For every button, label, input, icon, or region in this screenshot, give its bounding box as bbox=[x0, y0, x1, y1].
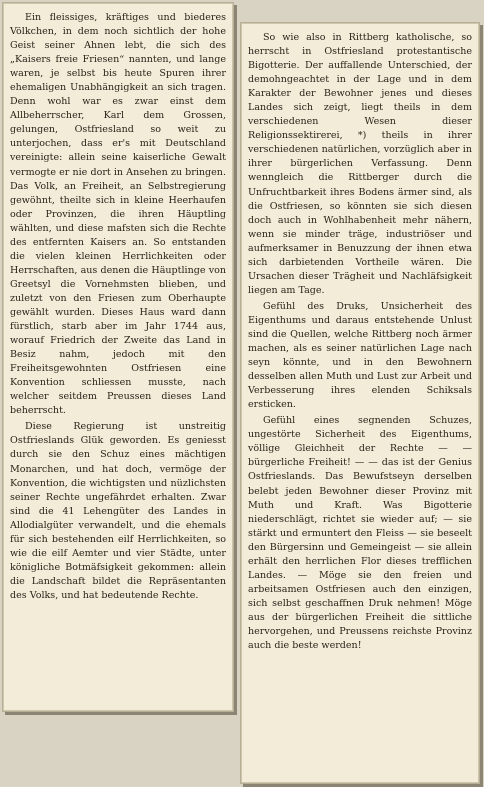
right-paragraph-2: Gefühl des Druks, Unsicherheit des Eigenthums und daraus entstehende Unlust sind die Quellen, welche Rittberg noch ärmer machen, als es seiner natürlichen Lage nach seyn könnte, und in den Bewohnern desselben allen Muth und Lust zur Arbeit und Verbesserung ihres elenden Schiksals ersticken. bbox=[248, 300, 472, 411]
right-text-column bbox=[241, 23, 479, 659]
right-paragraph-1: So wie also in Rittberg katholische, so herrscht in Ostfriesland protestantische Bigotterie. Der auffallende Unterschied, der demohngeachtet in der Lage und in dem Karakter der Bewohner jenes und dieses Landes sich zeigt, liegt theils in dem verschiedenen Wesen dieser Religionssektirerei, *) theils in ihrer verschiedenen natürlichen, vorzüglich aber in ihrer bürgerlichen Verfassung. Denn wenngleich die Rittberger durch die Unfruchtbarkeit ihres Bodens ärmer sind, als die Ostfriesen, so könnten sie sich diesen doch auch in Wohlhabenheit mehr nähern, wenn sie minder träge, industriöser und aufmerksamer in Benuzzung der ihnen etwa sich darbietenden Vortheile wären. Die Ursachen dieser Trägheit und Nachläfsigkeit liegen am Tage. bbox=[248, 32, 472, 296]
left-page-clipping bbox=[2, 2, 234, 712]
left-paragraph-2: Diese Regierung ist unstreitig Ostfrieslands Glük geworden. Es geniesst durch sie den Schuz eines mächtigen Monarchen, und hat doch, vermöge der Konvention, die wichtigsten und nüzlichsten seiner Rechte ungefährdet erhalten. Zwar sind die 41 Lehengüter des Landes in Allodialgüter verwandelt, und die ehemals für sich bestehenden eilf Herrlichkeiten, so wie die eilf Aemter und vier Städte, unter königliche Botmäfsigkeit gekommen: allein die Landschaft bildet die Repräsentanten des Volks, und hat bedeutende Rechte. bbox=[10, 421, 226, 601]
right-paragraph-3: Gefühl eines segnenden Schuzes, ungestörte Sicherheit des Eigenthums, völlige Gleichheit der Rechte — — bürgerliche Freiheit! — — das ist der Genius Ostfrieslands. Das Bewufstseyn derselben belebt jeden Bewohner dieser Provinz mit Muth und Kraft. Was Bigotterie niederschlägt, richtet sie wieder auf; — sie stärkt und ermuntert den Fleiss — sie beseelt den Bürgersinn und Gemeingeist — sie allein erhält den herrlichen Flor dieses trefflichen Landes. — Möge sie den freien und arbeitsamen Ostfriesen auch den einzigen, sich selbst geschaffnen Druk nehmen! Möge aus der bürgerlichen Freiheit die sittliche hervorgehen, und Preussens reichste Provinz auch die beste werden! bbox=[248, 415, 472, 652]
left-text-column bbox=[3, 3, 233, 609]
left-paragraph-1: Ein fleissiges, kräftiges und biederes Völkchen, in dem noch sichtlich der hohe Geist seiner Ahnen lebt, die sich des „Kaisers freie Friesen“ nannten, und lange waren, je selbst bis heute Spuren ihrer ehemaligen Unabhängigkeit an sich tragen. Denn wohl war es zwar einst dem Allbeherrscher, Karl dem Grossen, gelungen, Ostfriesland so weit zu unterjochen, dass er's mit Deutschland vereinigte: allein seine kaiserliche Gewalt vermogte er nie dort in Ansehen zu bringen. Das Volk, an Freiheit, an Selbstregierung gewöhnt, theilte sich in kleine Heerhaufen oder Provinzen, die ihren Häuptling wählten, und diese mafsten sich die Rechte des entfernten Kaisers an. So entstanden die vielen kleinen Herrlichkeiten oder Herrschaften, aus denen die Häuptlinge von Greetsyl die Vornehmsten blieben, und zuletzt von den Friesen zum Oberhaupte gewählt wurden. Dieses Haus ward dann fürstlich, starb aber im Jahr 1744 aus, worauf Friedrich der Zweite das Land in Besiz nahm, jedoch mit den Freiheitsgewohnten Ostfriesen eine Konvention schliessen musste, nach welcher seitdem Preussen dieses Land beherrscht. bbox=[10, 12, 226, 417]
right-page-clipping bbox=[240, 22, 480, 784]
